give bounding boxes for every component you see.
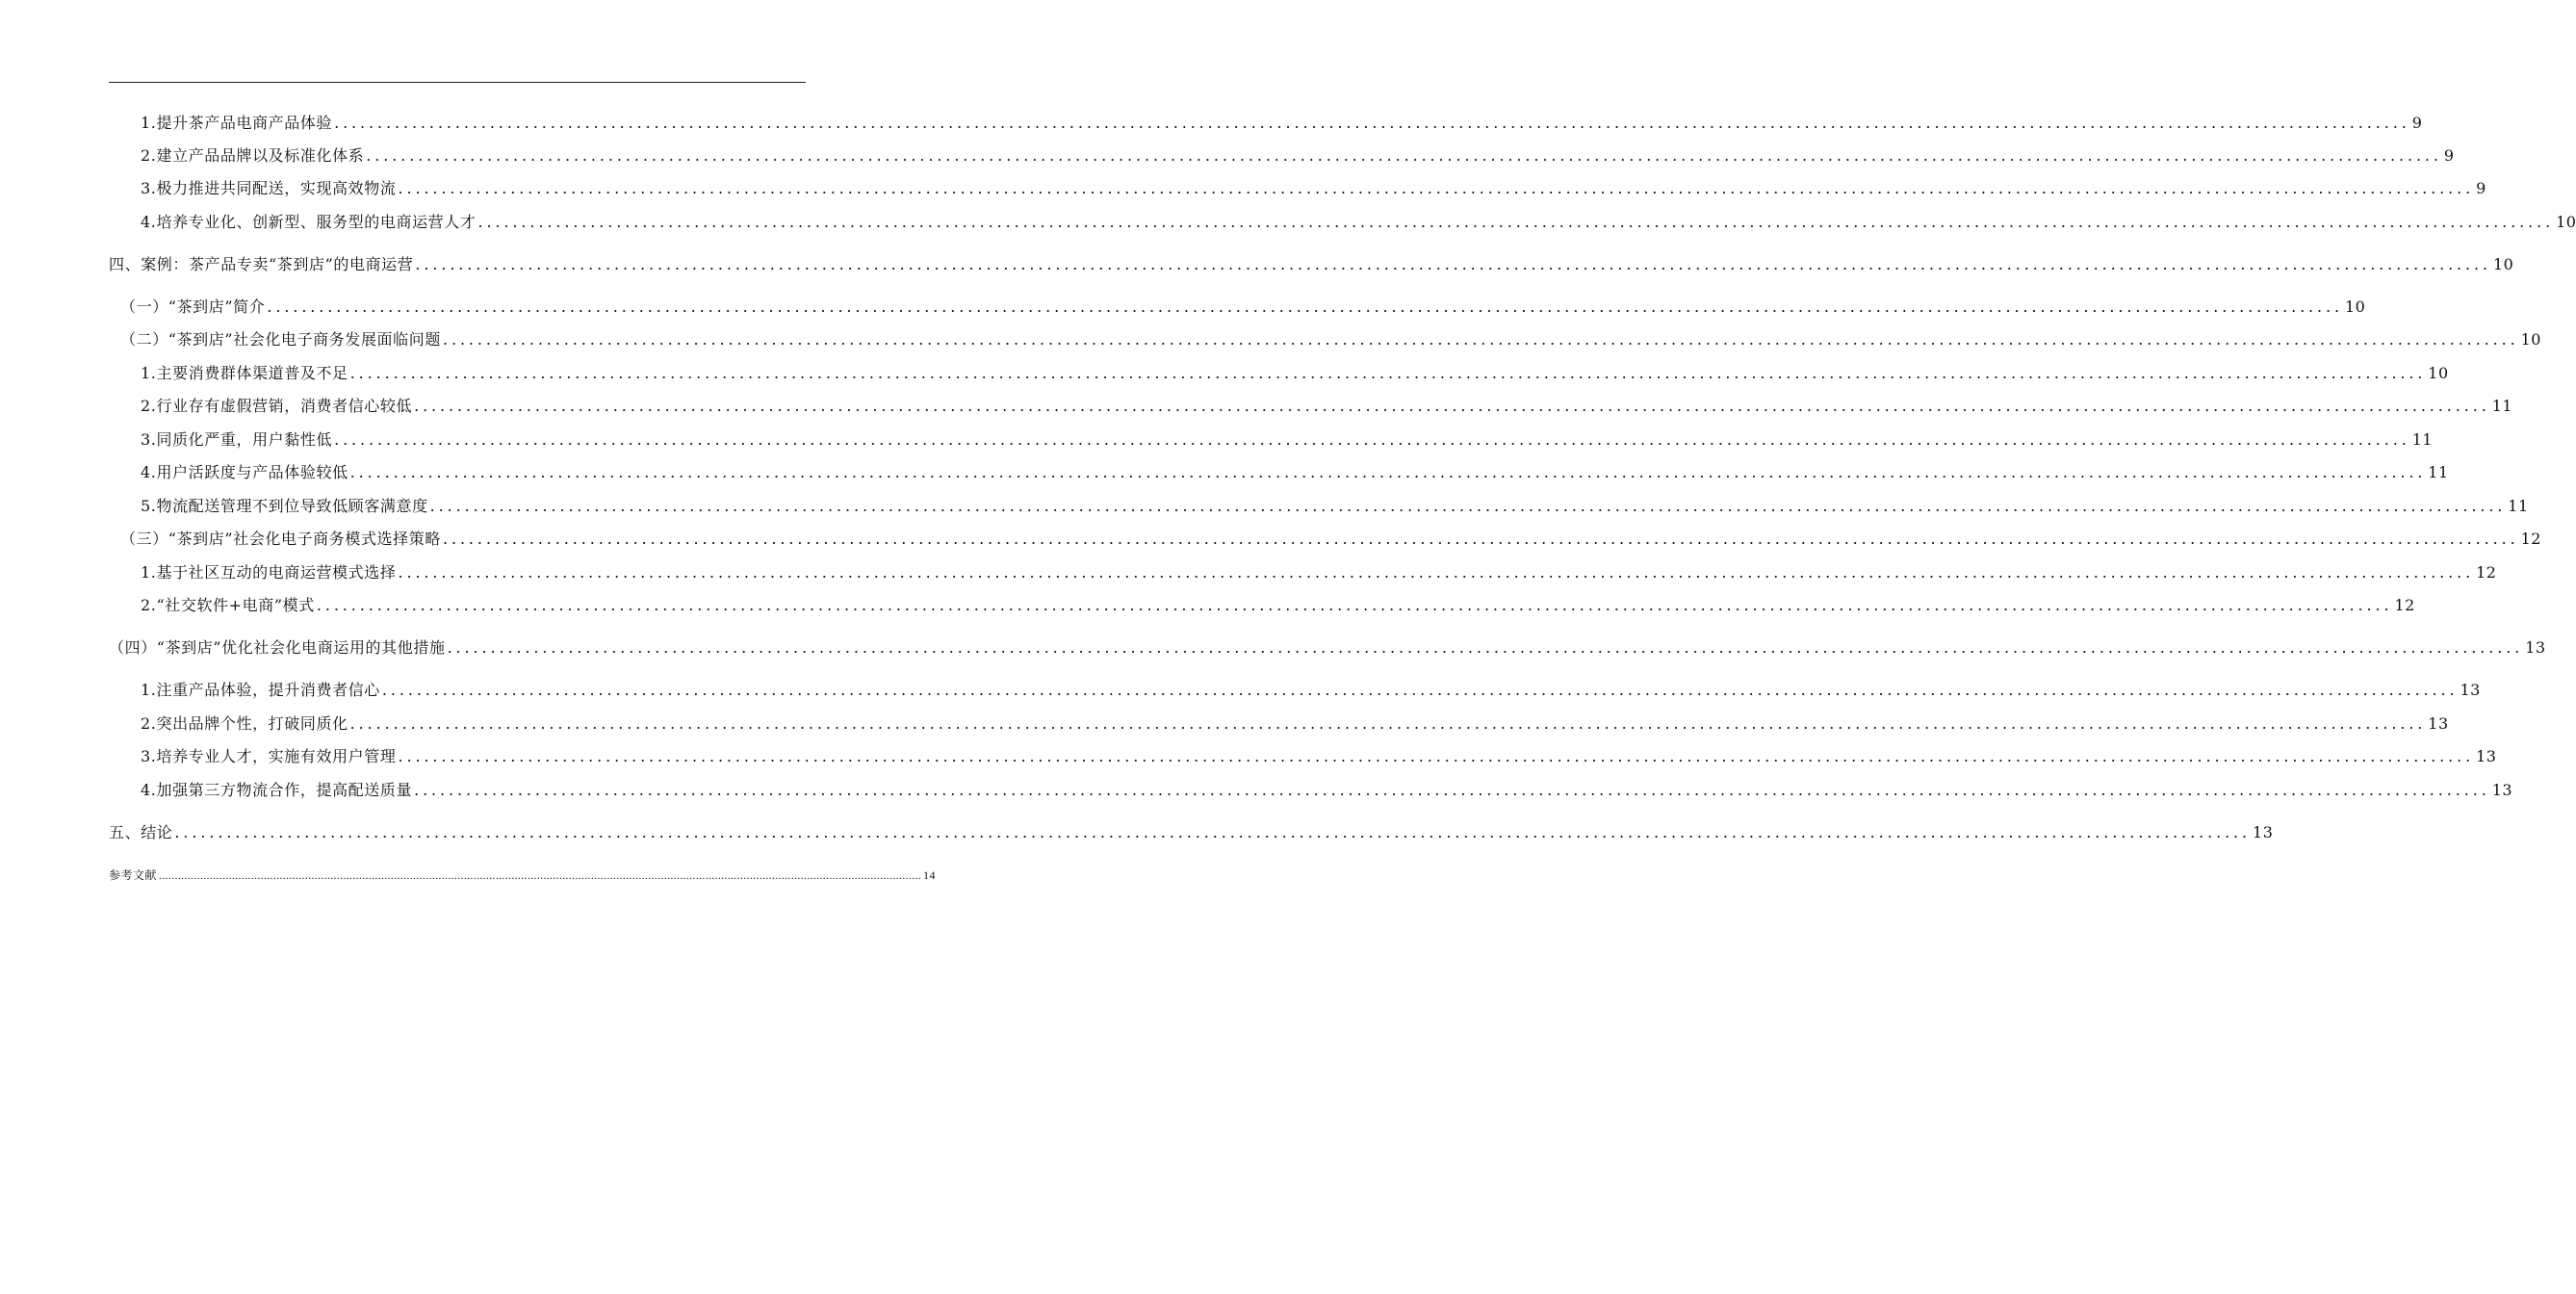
toc-leader: ................................................................................................................................................................................................................................................ bbox=[159, 868, 922, 882]
toc-entry-title: 3.极力推进共同配送，实现高效物流 bbox=[141, 179, 397, 197]
toc-leader: ................................................................................................................................................................................................................................................ bbox=[414, 397, 2490, 415]
toc-entry[interactable] bbox=[0, 529, 2541, 550]
toc-entry-page: 10 bbox=[2345, 298, 2366, 316]
toc-leader: ................................................................................................................................................................................................................................................ bbox=[381, 681, 2459, 699]
toc-entry-page: 12 bbox=[2476, 563, 2497, 582]
toc-entry-page: 13 bbox=[2428, 714, 2449, 733]
header-rule bbox=[109, 82, 806, 83]
toc-leader: ................................................................................................................................................................................................................................................ bbox=[414, 781, 2490, 799]
toc-leader: ................................................................................................................................................................................................................................................ bbox=[442, 330, 2519, 349]
toc-entry-page: 9 bbox=[2411, 114, 2423, 132]
toc-leader: ................................................................................................................................................................................................................................................ bbox=[334, 114, 2410, 132]
toc-entry[interactable] bbox=[0, 595, 2415, 616]
toc-entry-title: 1.注重产品体验，提升消费者信心 bbox=[141, 681, 380, 699]
toc-entry-page: 14 bbox=[923, 868, 937, 882]
toc-leader: ................................................................................................................................................................................................................................................ bbox=[398, 179, 2475, 197]
toc-entry[interactable] bbox=[0, 680, 2481, 701]
toc-entry-page: 11 bbox=[2508, 497, 2529, 515]
toc-leader: ................................................................................................................................................................................................................................................ bbox=[415, 255, 2491, 273]
toc-entry-title: 5.物流配送管理不到位导致低顾客满意度 bbox=[141, 497, 428, 515]
toc-leader: ................................................................................................................................................................................................................................................ bbox=[349, 714, 2427, 733]
toc-entry[interactable] bbox=[0, 254, 2514, 275]
toc-leader: ................................................................................................................................................................................................................................................ bbox=[398, 563, 2475, 582]
toc-entry[interactable] bbox=[0, 297, 2366, 318]
toc-entry[interactable] bbox=[0, 496, 2529, 517]
toc-entry-page: 13 bbox=[2253, 823, 2274, 841]
toc-entry-page: 10 bbox=[2428, 364, 2449, 382]
toc-entry-title: （二）“茶到店”社会化电子商务发展面临问题 bbox=[120, 330, 441, 349]
toc-entry-page: 10 bbox=[2556, 213, 2576, 231]
toc-entry[interactable] bbox=[0, 867, 937, 884]
toc-leader: ................................................................................................................................................................................................................................................ bbox=[398, 747, 2475, 765]
toc-entry-title: 2.“社交软件+电商”模式 bbox=[141, 596, 315, 614]
toc-entry-title: 2.行业存有虚假营销，消费者信心较低 bbox=[141, 397, 413, 415]
toc-entry-title: 2.突出品牌个性，打破同质化 bbox=[141, 714, 348, 733]
toc-entry-title: 参考文献 bbox=[109, 868, 158, 882]
toc-entry-page: 10 bbox=[2493, 255, 2514, 273]
toc-entry-title: 1.提升茶产品电商产品体验 bbox=[141, 114, 333, 132]
toc-entry-page: 13 bbox=[2491, 781, 2513, 799]
toc-entry-title: 1.主要消费群体渠道普及不足 bbox=[141, 364, 348, 382]
toc-entry-page: 9 bbox=[2476, 179, 2486, 197]
toc-leader: ................................................................................................................................................................................................................................................ bbox=[477, 213, 2555, 231]
toc-entry-page: 13 bbox=[2476, 747, 2497, 765]
toc-entry[interactable] bbox=[0, 562, 2497, 583]
toc-entry[interactable] bbox=[0, 429, 2434, 451]
toc-entry[interactable] bbox=[0, 396, 2513, 417]
toc-entry[interactable] bbox=[0, 363, 2449, 384]
toc-entry-title: 1.基于社区互动的电商运营模式选择 bbox=[141, 563, 397, 582]
toc-entry-title: （一）“茶到店”简介 bbox=[120, 298, 266, 316]
toc-leader: ................................................................................................................................................................................................................................................ bbox=[267, 298, 2343, 316]
toc-leader: ................................................................................................................................................................................................................................................ bbox=[349, 463, 2427, 481]
toc-leader: ................................................................................................................................................................................................................................................ bbox=[174, 823, 2252, 841]
toc-leader: ................................................................................................................................................................................................................................................ bbox=[366, 146, 2442, 165]
toc-entry-title: 4.用户活跃度与产品体验较低 bbox=[141, 463, 348, 481]
toc-entry-page: 13 bbox=[2525, 638, 2546, 657]
toc-leader: ................................................................................................................................................................................................................................................ bbox=[447, 638, 2524, 657]
toc-entry-title: 3.培养专业人才，实施有效用户管理 bbox=[141, 747, 397, 765]
toc-leader: ................................................................................................................................................................................................................................................ bbox=[429, 497, 2507, 515]
toc-entry[interactable] bbox=[0, 329, 2541, 350]
toc-leader: ................................................................................................................................................................................................................................................ bbox=[334, 430, 2410, 449]
toc-entry[interactable] bbox=[0, 637, 2546, 659]
toc-entry-title: 四、案例：茶产品专卖“茶到店”的电商运营 bbox=[109, 255, 414, 273]
toc-entry-title: （四）“茶到店”优化社会化电商运用的其他措施 bbox=[109, 638, 446, 657]
toc-entry-page: 13 bbox=[2460, 681, 2481, 699]
toc-entry[interactable] bbox=[0, 462, 2449, 483]
toc-leader: ................................................................................................................................................................................................................................................ bbox=[316, 596, 2393, 614]
toc-leader: ................................................................................................................................................................................................................................................ bbox=[349, 364, 2427, 382]
toc-entry[interactable] bbox=[0, 212, 2576, 233]
toc-entry-page: 9 bbox=[2443, 146, 2455, 165]
toc-entry-page: 11 bbox=[2411, 430, 2434, 449]
toc-entry-page: 12 bbox=[2520, 530, 2541, 548]
toc-entry[interactable] bbox=[0, 145, 2455, 167]
toc-entry-page: 11 bbox=[2491, 397, 2513, 415]
toc-entry[interactable] bbox=[0, 178, 2486, 199]
toc-entry[interactable] bbox=[0, 780, 2513, 801]
toc-leader: ................................................................................................................................................................................................................................................ bbox=[442, 530, 2519, 548]
toc-entry[interactable] bbox=[0, 746, 2497, 767]
toc-entry-title: 五、结论 bbox=[109, 823, 173, 841]
toc-entry[interactable] bbox=[0, 822, 2274, 843]
toc-entry-title: （三）“茶到店”社会化电子商务模式选择策略 bbox=[120, 530, 441, 548]
toc-entry-page: 10 bbox=[2520, 330, 2541, 349]
toc-entry[interactable] bbox=[0, 113, 2423, 134]
toc-entry-page: 12 bbox=[2394, 596, 2415, 614]
toc-entry-title: 3.同质化严重，用户黏性低 bbox=[141, 430, 333, 449]
toc-entry-title: 4.加强第三方物流合作，提高配送质量 bbox=[141, 781, 413, 799]
toc-entry-title: 4.培养专业化、创新型、服务型的电商运营人才 bbox=[141, 213, 477, 231]
toc-entry[interactable] bbox=[0, 713, 2449, 735]
toc-entry-page: 11 bbox=[2428, 463, 2449, 481]
toc-entry-title: 2.建立产品品牌以及标准化体系 bbox=[141, 146, 365, 165]
